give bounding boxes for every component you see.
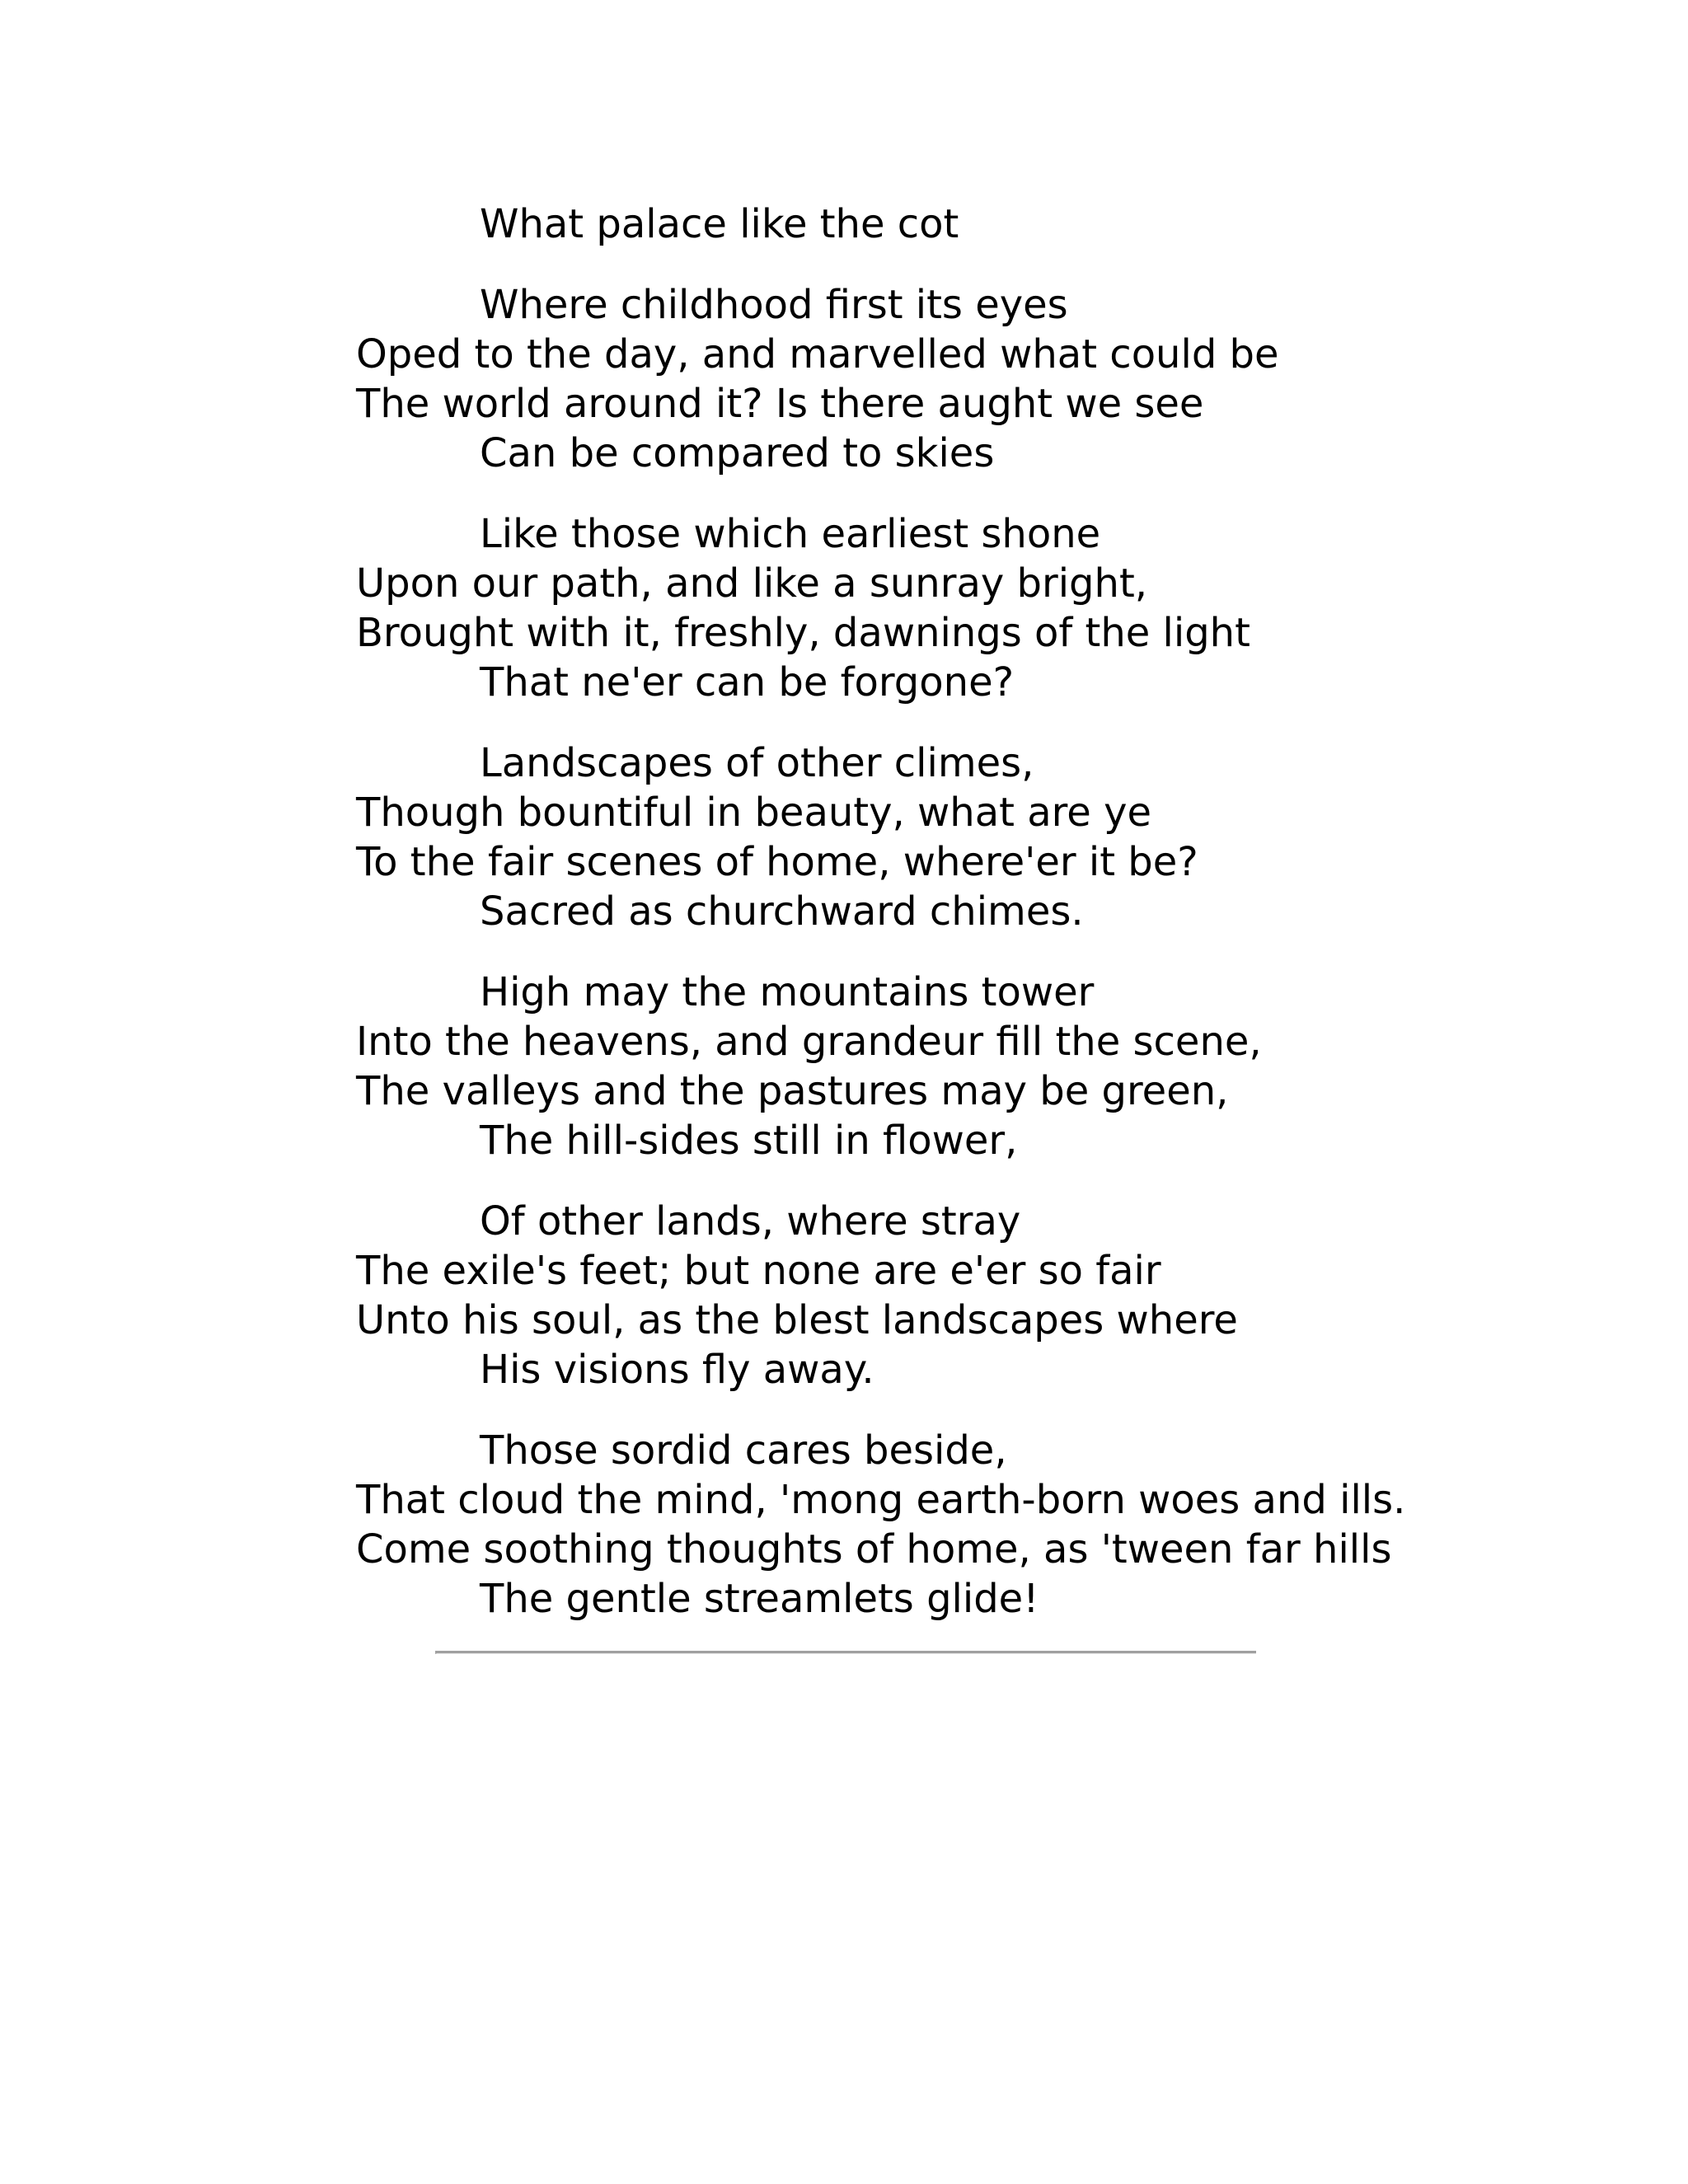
poem-line: Like those which earliest shone bbox=[480, 511, 1101, 557]
poem-line: Of other lands, where stray bbox=[480, 1198, 1021, 1244]
poem-line: Where childhood first its eyes bbox=[480, 282, 1068, 328]
poem-line: Can be compared to skies bbox=[480, 430, 995, 476]
poem-line: That cloud the mind, 'mong earth-born woes and ills. bbox=[356, 1477, 1406, 1523]
poem-line: The world around it? Is there aught we see bbox=[356, 381, 1204, 427]
poem-line: Unto his soul, as the blest landscapes where bbox=[356, 1297, 1238, 1343]
poem-line: Brought with it, freshly, dawnings of the light bbox=[356, 610, 1250, 656]
poem-line: His visions fly away. bbox=[480, 1347, 874, 1393]
poem-line: The valleys and the pastures may be green, bbox=[356, 1068, 1229, 1114]
poem-line: The hill-sides still in flower, bbox=[480, 1118, 1018, 1164]
poem-line: To the fair scenes of home, where'er it be? bbox=[356, 839, 1198, 885]
poem-line: The exile's feet; but none are e'er so fair bbox=[356, 1248, 1161, 1294]
poem-line: High may the mountains tower bbox=[480, 969, 1095, 1015]
horizontal-rule bbox=[435, 1651, 1256, 1654]
poem-line: Though bountiful in beauty, what are ye bbox=[356, 790, 1152, 836]
poem-line: That ne'er can be forgone? bbox=[480, 659, 1015, 705]
poem-line: The gentle streamlets glide! bbox=[480, 1576, 1039, 1622]
poem-line: What palace like the cot bbox=[480, 201, 959, 247]
poem-line: Upon our path, and like a sunray bright, bbox=[356, 560, 1148, 607]
poem bbox=[356, 0, 1510, 1698]
poem-line: Come soothing thoughts of home, as 'tween far hills bbox=[356, 1526, 1392, 1572]
poem-line: Into the heavens, and grandeur fill the scene, bbox=[356, 1019, 1262, 1065]
poem-line: Sacred as churchward chimes. bbox=[480, 888, 1084, 935]
poem-line: Those sordid cares beside, bbox=[480, 1427, 1007, 1474]
poem-line: Oped to the day, and marvelled what could be bbox=[356, 331, 1279, 377]
poem-line: Landscapes of other climes, bbox=[480, 740, 1034, 786]
